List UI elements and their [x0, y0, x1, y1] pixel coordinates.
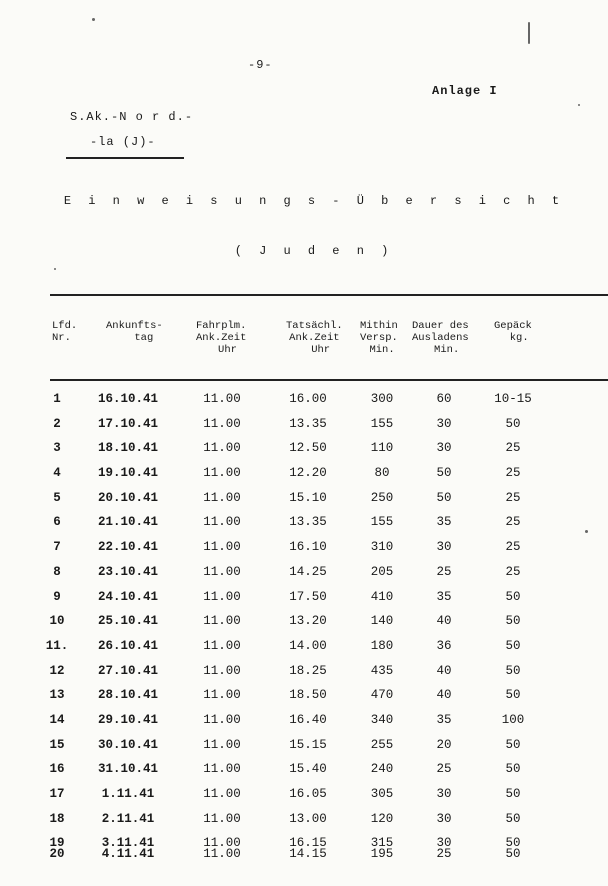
- cell-gepaeck: 25: [505, 540, 521, 555]
- row-number: 20: [49, 847, 65, 862]
- row-number: 1: [53, 392, 61, 406]
- cell-ankunftstag: 23.10.41: [97, 564, 158, 579]
- cell-ankunftstag: 26.10.41: [97, 638, 158, 653]
- cell-gepaeck: 50: [505, 762, 521, 777]
- cell-ankunftstag: 24.10.41: [97, 589, 158, 604]
- table-row: [0, 417, 608, 442]
- cell-verspaetung: 305: [370, 787, 394, 801]
- cell-fahrplan-zeit: 11.00: [203, 811, 241, 826]
- table-row: [0, 812, 608, 837]
- cell-verspaetung: 315: [370, 836, 394, 851]
- table-row: [0, 441, 608, 466]
- cell-dauer: 36: [436, 638, 452, 653]
- header-lfd-nr: Lfd. Nr.: [52, 320, 78, 344]
- cell-ankunftstag: 17.10.41: [97, 416, 158, 431]
- cell-ankunftstag: 31.10.41: [97, 762, 158, 777]
- cell-dauer: 40: [436, 614, 452, 629]
- cell-verspaetung: 470: [370, 688, 394, 703]
- attachment-label: Anlage I: [432, 84, 498, 98]
- table-row: [0, 688, 608, 713]
- cell-ankunftstag: 21.10.41: [97, 515, 158, 530]
- table-top-rule: [50, 294, 608, 296]
- row-number: 12: [49, 663, 65, 678]
- cell-dauer: 35: [436, 589, 452, 604]
- cell-ankunftstag: 20.10.41: [97, 490, 158, 505]
- table-row: [0, 738, 608, 763]
- table-row: [0, 847, 608, 872]
- cell-ankunftstag: 1.11.41: [101, 787, 155, 801]
- cell-gepaeck: 25: [505, 490, 521, 505]
- cell-gepaeck: 50: [505, 737, 521, 752]
- table-row: [0, 590, 608, 615]
- cell-verspaetung: 155: [370, 416, 394, 431]
- cell-verspaetung: 240: [370, 762, 394, 777]
- table-row: [0, 491, 608, 516]
- scan-speck: [92, 18, 95, 21]
- cell-fahrplan-zeit: 11.00: [203, 614, 241, 629]
- cell-fahrplan-zeit: 11.00: [203, 787, 241, 801]
- cell-fahrplan-zeit: 11.00: [203, 688, 241, 703]
- cell-gepaeck: 50: [505, 663, 521, 678]
- cell-verspaetung: 180: [370, 638, 394, 653]
- cell-fahrplan-zeit: 11.00: [203, 663, 241, 678]
- cell-tatsaechliche-zeit: 18.25: [289, 663, 327, 678]
- cell-tatsaechliche-zeit: 12.20: [289, 466, 327, 481]
- row-number: 15: [49, 737, 65, 752]
- cell-fahrplan-zeit: 11.00: [203, 762, 241, 777]
- cell-tatsaechliche-zeit: 16.05: [289, 787, 327, 801]
- cell-fahrplan-zeit: 11.00: [203, 441, 241, 456]
- cell-verspaetung: 340: [370, 712, 394, 727]
- table-row: [0, 515, 608, 540]
- cell-tatsaechliche-zeit: 13.35: [289, 416, 327, 431]
- cell-verspaetung: 310: [370, 540, 394, 555]
- cell-dauer: 25: [436, 564, 452, 579]
- cell-dauer: 30: [436, 416, 452, 431]
- cell-gepaeck: 25: [505, 515, 521, 530]
- row-number: 6: [53, 515, 61, 530]
- cell-ankunftstag: 4.11.41: [101, 847, 155, 862]
- cell-tatsaechliche-zeit: 17.50: [289, 589, 327, 604]
- row-number: 16: [49, 762, 65, 777]
- cell-tatsaechliche-zeit: 13.00: [289, 811, 327, 826]
- cell-tatsaechliche-zeit: 16.00: [289, 392, 327, 406]
- cell-fahrplan-zeit: 11.00: [203, 847, 241, 862]
- table-row: [0, 540, 608, 565]
- cell-tatsaechliche-zeit: 14.00: [289, 638, 327, 653]
- cell-ankunftstag: 29.10.41: [97, 712, 158, 727]
- cell-tatsaechliche-zeit: 13.35: [289, 515, 327, 530]
- cell-dauer: 25: [436, 847, 452, 862]
- row-number: 13: [49, 688, 65, 703]
- cell-gepaeck: 25: [505, 441, 521, 456]
- cell-tatsaechliche-zeit: 15.15: [289, 737, 327, 752]
- row-number: 17: [49, 787, 65, 801]
- cell-verspaetung: 300: [370, 392, 394, 406]
- cell-gepaeck: 50: [505, 638, 521, 653]
- table-row: [0, 392, 608, 417]
- cell-tatsaechliche-zeit: 15.10: [289, 490, 327, 505]
- table-row: [0, 713, 608, 738]
- cell-tatsaechliche-zeit: 16.15: [289, 836, 327, 851]
- cell-fahrplan-zeit: 11.00: [203, 712, 241, 727]
- table-row: [0, 466, 608, 491]
- cell-verspaetung: 80: [374, 466, 390, 481]
- row-number: 5: [53, 490, 61, 505]
- table-header-rule: [50, 379, 608, 381]
- document-subtitle: ( J u d e n ): [234, 244, 394, 258]
- cell-fahrplan-zeit: 11.00: [203, 515, 241, 530]
- cell-dauer: 40: [436, 663, 452, 678]
- cell-fahrplan-zeit: 11.00: [203, 392, 241, 406]
- cell-ankunftstag: 28.10.41: [97, 688, 158, 703]
- org-line-2: -la (J)-: [90, 135, 156, 149]
- cell-fahrplan-zeit: 11.00: [203, 466, 241, 481]
- cell-dauer: 30: [436, 540, 452, 555]
- cell-dauer: 50: [436, 466, 452, 481]
- row-number: 3: [53, 441, 61, 456]
- cell-fahrplan-zeit: 11.00: [203, 638, 241, 653]
- cell-gepaeck: 25: [505, 564, 521, 579]
- cell-tatsaechliche-zeit: 18.50: [289, 688, 327, 703]
- scan-speck: [578, 104, 580, 106]
- cell-fahrplan-zeit: 11.00: [203, 737, 241, 752]
- cell-dauer: 30: [436, 787, 452, 801]
- row-number: 10: [49, 614, 65, 629]
- header-gepaeck: Gepäck kg.: [494, 320, 532, 344]
- cell-verspaetung: 195: [370, 847, 394, 862]
- cell-gepaeck: 50: [505, 589, 521, 604]
- cell-tatsaechliche-zeit: 13.20: [289, 614, 327, 629]
- cell-fahrplan-zeit: 11.00: [203, 836, 241, 851]
- cell-gepaeck: 50: [505, 847, 521, 862]
- row-number: 2: [53, 416, 61, 431]
- table-row: [0, 762, 608, 787]
- cell-dauer: 35: [436, 712, 452, 727]
- cell-verspaetung: 250: [370, 490, 394, 505]
- cell-dauer: 60: [436, 392, 452, 406]
- org-underline: [66, 157, 184, 159]
- cell-verspaetung: 435: [370, 663, 394, 678]
- cell-gepaeck: 50: [505, 787, 521, 801]
- document-title: E i n w e i s u n g s - Ü b e r s i c h t: [63, 194, 565, 208]
- table-row: [0, 614, 608, 639]
- cell-ankunftstag: 16.10.41: [97, 392, 158, 406]
- cell-dauer: 40: [436, 688, 452, 703]
- cell-tatsaechliche-zeit: 14.25: [289, 564, 327, 579]
- table-row: [0, 639, 608, 664]
- table-row: [0, 664, 608, 689]
- cell-dauer: 25: [436, 762, 452, 777]
- cell-gepaeck: 100: [501, 712, 525, 727]
- header-fahrplan-zeit: Fahrplm. Ank.Zeit Uhr: [196, 320, 247, 356]
- header-dauer-ausladen: Dauer des Ausladens Min.: [412, 320, 469, 356]
- page-number: -9-: [248, 58, 273, 72]
- row-number: 8: [53, 564, 61, 579]
- cell-ankunftstag: 30.10.41: [97, 737, 158, 752]
- cell-ankunftstag: 25.10.41: [97, 614, 158, 629]
- cell-verspaetung: 120: [370, 811, 394, 826]
- cell-verspaetung: 410: [370, 589, 394, 604]
- cell-ankunftstag: 27.10.41: [97, 663, 158, 678]
- cell-ankunftstag: 3.11.41: [101, 836, 155, 851]
- org-line-1: S.Ak.-N o r d.-: [70, 110, 194, 124]
- cell-dauer: 30: [436, 441, 452, 456]
- cell-tatsaechliche-zeit: 14.15: [289, 847, 327, 862]
- cell-fahrplan-zeit: 11.00: [203, 589, 241, 604]
- scan-speck: [585, 530, 588, 533]
- header-tatsaechliche-zeit: Tatsächl. Ank.Zeit Uhr: [286, 320, 343, 356]
- cell-verspaetung: 255: [370, 737, 394, 752]
- cell-dauer: 35: [436, 515, 452, 530]
- cell-dauer: 30: [436, 836, 452, 851]
- row-number: 11.: [45, 638, 69, 653]
- cell-ankunftstag: 18.10.41: [97, 441, 158, 456]
- row-number: 14: [49, 712, 65, 727]
- cell-tatsaechliche-zeit: 15.40: [289, 762, 327, 777]
- scan-mark: [528, 22, 530, 44]
- cell-dauer: 30: [436, 811, 452, 826]
- cell-dauer: 50: [436, 490, 452, 505]
- cell-fahrplan-zeit: 11.00: [203, 416, 241, 431]
- table-row: [0, 565, 608, 590]
- header-verspaetung: Mithin Versp. Min.: [360, 320, 398, 356]
- cell-gepaeck: 25: [505, 466, 521, 481]
- cell-dauer: 20: [436, 737, 452, 752]
- cell-fahrplan-zeit: 11.00: [203, 564, 241, 579]
- cell-fahrplan-zeit: 11.00: [203, 490, 241, 505]
- table-body: [0, 392, 608, 872]
- cell-gepaeck: 50: [505, 811, 521, 826]
- table-row: [0, 787, 608, 812]
- cell-gepaeck: 50: [505, 836, 521, 851]
- cell-tatsaechliche-zeit: 16.40: [289, 712, 327, 727]
- cell-ankunftstag: 22.10.41: [97, 540, 158, 555]
- cell-tatsaechliche-zeit: 12.50: [289, 441, 327, 456]
- row-number: 4: [53, 466, 61, 481]
- cell-verspaetung: 205: [370, 564, 394, 579]
- cell-tatsaechliche-zeit: 16.10: [289, 540, 327, 555]
- row-number: 9: [53, 589, 61, 604]
- cell-fahrplan-zeit: 11.00: [203, 540, 241, 555]
- cell-ankunftstag: 19.10.41: [97, 466, 158, 481]
- cell-gepaeck: 50: [505, 688, 521, 703]
- row-number: 19: [49, 836, 65, 851]
- scan-speck: [54, 268, 56, 270]
- row-number: 7: [53, 540, 61, 555]
- cell-verspaetung: 110: [370, 441, 394, 456]
- header-ankunftstag: Ankunfts- tag: [106, 320, 163, 344]
- cell-gepaeck: 50: [505, 614, 521, 629]
- cell-ankunftstag: 2.11.41: [101, 811, 155, 826]
- cell-gepaeck: 50: [505, 416, 521, 431]
- cell-verspaetung: 155: [370, 515, 394, 530]
- cell-gepaeck: 10-15: [494, 392, 532, 406]
- cell-verspaetung: 140: [370, 614, 394, 629]
- row-number: 18: [49, 811, 65, 826]
